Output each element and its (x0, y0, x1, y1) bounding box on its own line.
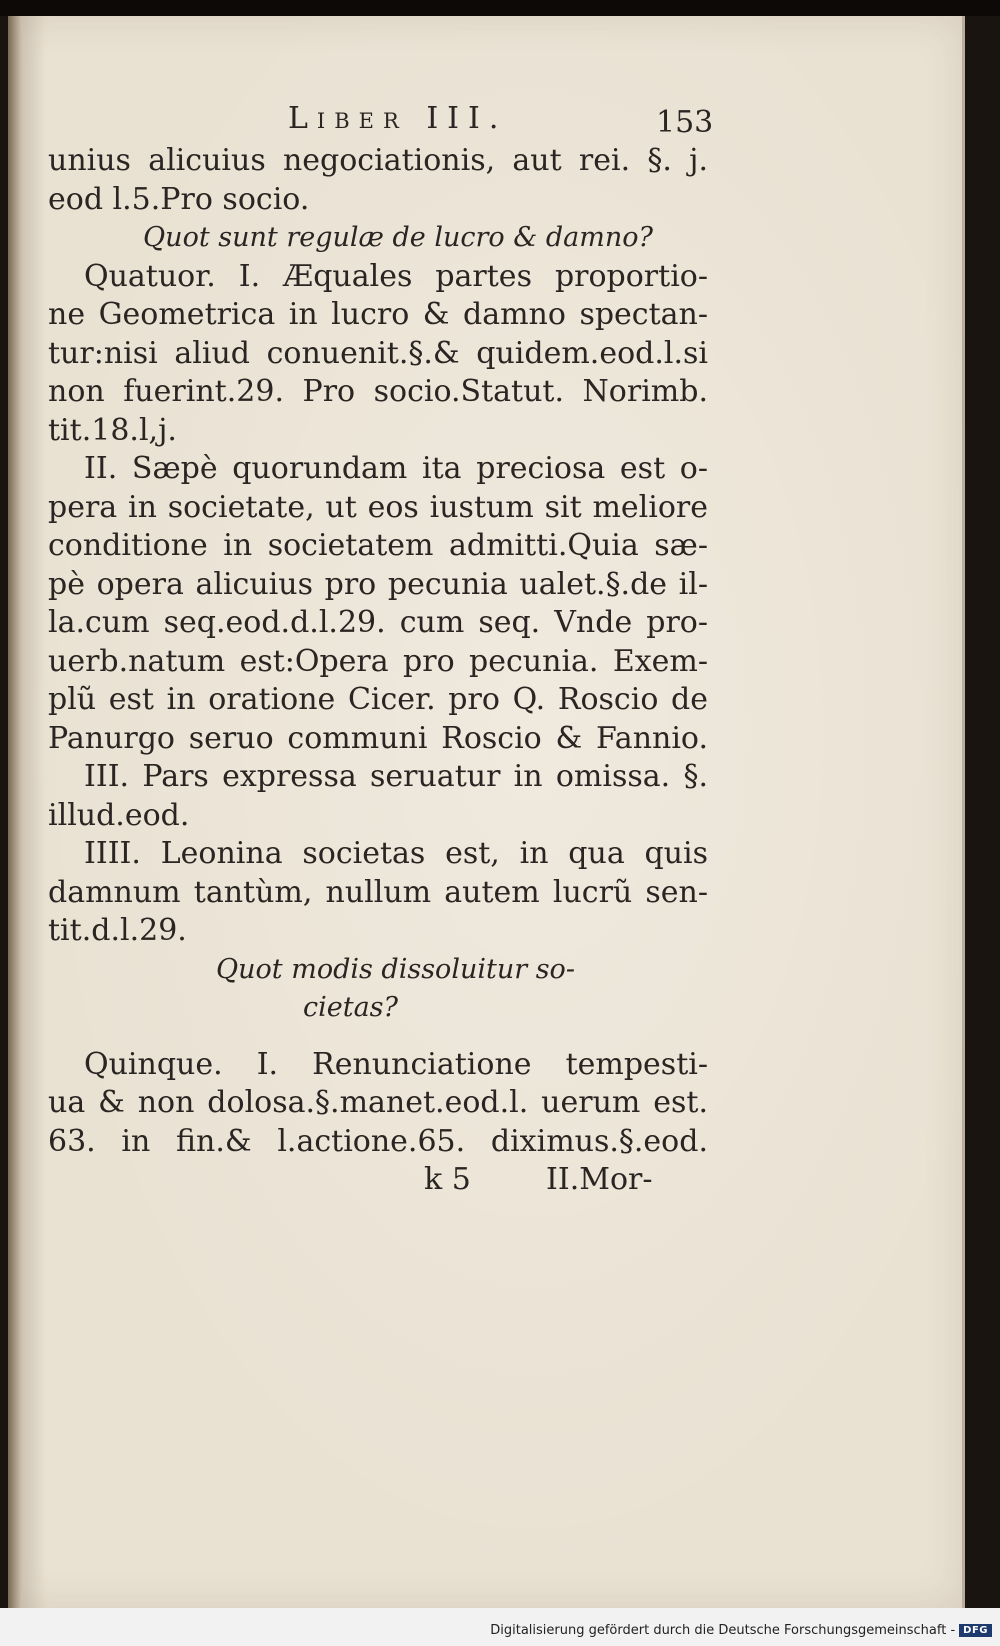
page-number: 153 (656, 105, 714, 140)
text-line: tit.d.l.29. (48, 913, 187, 948)
text-line: plũ est in oratione Cicer. pro Q. Roscio de (48, 682, 708, 717)
text-line: tit.18.l,j. (48, 412, 177, 448)
text-line: Panurgo seruo communi Roscio & Fannio. (48, 720, 708, 756)
page-header (48, 100, 714, 142)
text-line: IIII. Leonina societas est, in qua quis (84, 836, 708, 871)
text-line: la.cum seq.eod.d.l.29. cum seq. Vnde pro- (48, 605, 708, 640)
text-line: conditione in societatem admitti.Quia sæ- (48, 528, 708, 563)
credit-text: Digitalisierung gefördert durch die Deutsche Forschungsgemeinschaft - (490, 1623, 956, 1638)
text-line: damnum tantùm, nullum autem lucrũ sen- (48, 874, 708, 910)
question-heading: cietas? (303, 992, 399, 1023)
dfg-credit (490, 1623, 992, 1638)
text-line: 63. in fin.& l.actione.65. diximus.§.eod. (48, 1123, 708, 1159)
text-line: ua & non dolosa.§.manet.eod.l. uerum est. (48, 1085, 708, 1120)
text-line: eod l.5.Pro socio. (48, 181, 310, 217)
signature-mark: k 5 (424, 1162, 471, 1197)
text-lines (48, 142, 708, 1161)
question-heading: Quot sunt regulæ de lucro & damno? (143, 222, 653, 253)
text-line: III. Pars expressa seruatur in omissa. §. (84, 759, 708, 794)
top-edge (0, 0, 1000, 16)
text-line: pera in societate, ut eos iustum sit meliore (48, 489, 708, 525)
text-line: tur:nisi aliud conuenit.§.& quidem.eod.l.si (48, 335, 708, 371)
text-line: II. Sæpè quorundam ita preciosa est o- (84, 451, 708, 486)
text-line: Quinque. I. Renunciatione tempesti- (84, 1046, 708, 1082)
page-footer (48, 1161, 708, 1201)
text-line: non fuerint.29. Pro socio.Statut. Norimb. (48, 374, 708, 409)
page-binding-shadow (8, 16, 22, 1608)
text-line: Quatuor. I. Æquales partes proportio- (84, 258, 708, 294)
page-text-block (48, 100, 714, 1201)
text-line: pè opera alicuius pro pecunia ualet.§.de il- (48, 566, 708, 602)
text-line: illud.eod. (48, 797, 190, 833)
text-line: uerb.natum est:Opera pro pecunia. Exem- (48, 643, 708, 679)
credit-bar (0, 1608, 1000, 1646)
question-heading: Quot modis dissoluitur so- (216, 953, 575, 985)
dfg-logo: DFG (959, 1624, 992, 1637)
catchword: II.Mor- (546, 1162, 653, 1197)
text-line: ne Geometrica in lucro & damno spectan- (48, 297, 708, 332)
text-line: unius alicuius negociationis, aut rei. §. j. (48, 143, 708, 178)
running-head: Liber III. (288, 101, 508, 136)
